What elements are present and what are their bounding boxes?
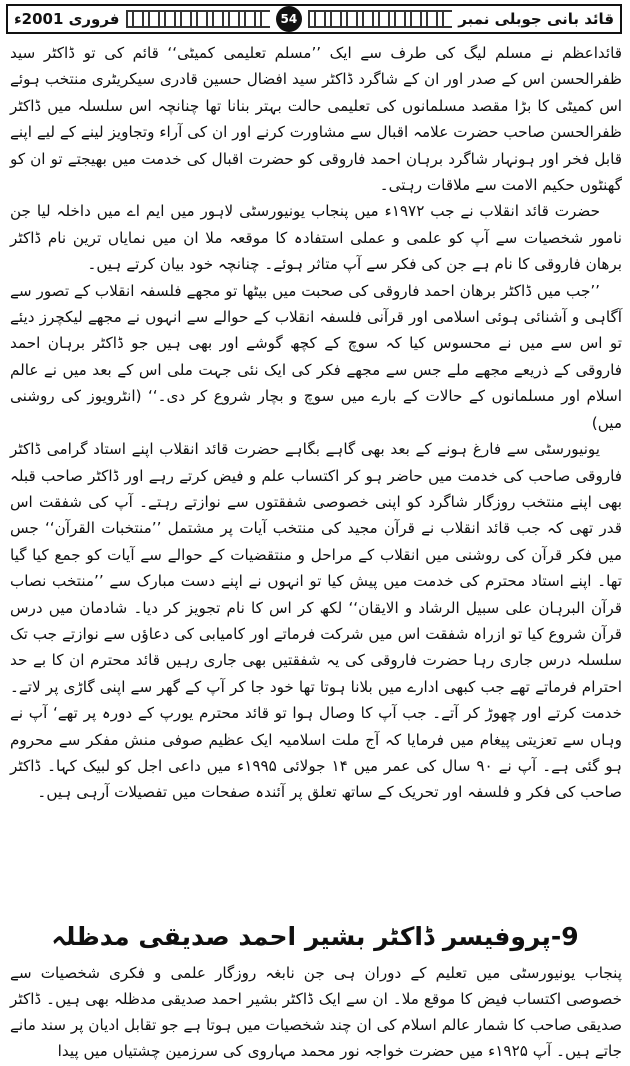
paragraph-4: یونیورسٹی سے فارغ ہونے کے بعد بھی گاہے بگاہے حضرت قائد انقلاب اپنے استاد گرامی ڈاکٹر فاروقی صاحب کی خدمت میں حاضر ہو کر اکتساب علم و فیض کرتے رہے اور ڈاکٹر صاحب قبلہ بھی اپنے منتخب روزگار شاگرد کو اپنی خصوصی شفقتوں سے نوازتے رہتے۔ آپ کی شفقت اس قدر تھی کہ جب قائد انقلاب نے قرآن مجید کی منتخب آیات پر مشتمل ’’منتخبات القرآن‘‘ جس میں فکر قرآن کی روشنی میں انقلاب کے مراحل و منتقضیات کے حوالے سے آیات کو جمع کیا گیا تھا۔ اپنے استاد محترم کی خدمت میں پیش کیا تو انہوں نے اپنے دست مبارک سے ’’منتخب نصاب قرآن البرہان علی سبیل الرشاد و الایقان‘‘ لکھ کر اس کا نام تجویز کر دیا۔ شادمان میں درس قرآن شروع کیا تو ازراہ شفقت اس میں شرکت فرماتے اور کامیابی کی دعاؤں سے نوازتے جب تک سلسلہ درس جاری رہا حضرت فاروقی کی یہ شفقتیں بھی جاری رہیں قائد محترم ان کا بے حد احترام فرماتے تھے جب کبھی ادارے میں بلانا ہوتا تھا خود جا کر آپ کے گھر سے اپنی گاڑی پر لاتے۔ خدمت کرتے اور چھوڑ کر آتے۔ جب آپ کا وصال ہوا تو قائد محترم یورپ کے دورہ پر تھے‘ آپ نے وہاں سے تعزیتی پیغام میں فرمایا کہ آج ملت اسلامیہ ایک عظیم صوفی منش مفکر سے محروم ہو گئی ہے۔ آپ نے ۹۰ سال کی عمر میں ۱۴ جولائی ۱۹۹۵ء میں داعی اجل کو لبیک کہا۔ ڈاکٹر صاحب کی فکر و فلسفہ اور تحریک کے ساتھ تعلق پر آئندہ صفحات میں تفصیلات آرہی ہیں۔: [10, 440, 623, 802]
magazine-title: قائد بانی جوبلی نمبر: [458, 10, 615, 28]
paragraph-3-quote: ’’جب میں ڈاکٹر برھان احمد فاروقی کی صحبت میں بیٹھا تو مجھے فلسفہ انقلاب کے تصور سے آگاہی و آشنائی ہوئی اسلامی اور قرآنی فلسفہ انقلاب کے حوالے سے انہوں نے مجھے لیکچرز دیئے تو اس سے میں نے محسوس کیا کہ سوچ کے کچھ گوشے اور بھی ہیں جو ڈاکٹر برہان احمد فاروقی کے ذریعے مجھے ملے جس سے مجھے فکر کی ایک نئی جہت ملی اس کے بعد میں نے عالم اسلام اور مسلمانوں کے حالات کے بارے میں سوچ و بچار شروع کر دی۔‘‘ (انٹرویوز کی روشنی میں): [10, 281, 622, 432]
header-ornament-right: [308, 10, 452, 28]
article-body: [10, 40, 622, 806]
page-header: [6, 4, 622, 34]
section-heading: 9-پروفیسر ڈاکٹر بشیر احمد صدیقی مدظلہ: [51, 922, 579, 951]
issue-date: فروری 2001ء: [14, 10, 120, 28]
paragraph-2: حضرت قائد انقلاب نے جب ۱۹۷۲ء میں پنجاب یونیورسٹی لاہور میں ایم اے میں داخلہ لیا جن نامور شخصیات سے آپ کو علمی و عملی استفادہ کا موقعہ ملا ان میں نمایاں ترین نام ڈاکٹر برھان فاروقی کا نام ہے جن کی فکر سے آپ متاثر ہوئے۔ چنانچہ خود بیان کرتے ہیں۔: [10, 202, 622, 274]
section-paragraph: پنجاب یونیورسٹی میں تعلیم کے دوران ہی جن نابغہ روزگار علمی و فکری شخصیات سے خصوصی اکتساب فیض کا موقع ملا۔ ان سے ایک ڈاکٹر بشیر احمد صدیقی مدظلہ بھی ہیں۔ ڈاکٹر صدیقی صاحب کا شمار عالم اسلام کی ان چند شخصیات میں ہوتا ہے جو تقابل ادیان پر سند مانے جاتے ہیں۔ آپ ۱۹۲۵ء میں حضرت خواجہ نور محمد مہاروی کی سرزمین چشتیاں میں پیدا: [10, 964, 622, 1060]
page-number: 54: [276, 6, 302, 32]
section-body: [10, 960, 622, 1064]
paragraph-1: قائداعظم نے مسلم لیگ کی طرف سے ایک ’’مسلم تعلیمی کمیٹی‘‘ قائم کی تو ڈاکٹر سید ظفرالحسن اس کے صدر اور ان کے شاگرد ڈاکٹر سید افضال حسین قادری سیکریٹری منتخب ہوئے اس کمیٹی کا بڑا مقصد مسلمانوں کی تعلیمی حالت بہتر بنانا تھا چنانچہ اس سلسلہ میں ڈاکٹر ظفرالحسن صاحب حضرت علامہ اقبال سے مشاورت کرنے اور ان کی آراء وتجاویز لینے کے لیے اپنے قابل فخر اور ہونہار شاگرد برہان احمد فاروقی کو حضرت اقبال کی خدمت میں بھیجتے تو ان کو گھنٹوں حکیم الامت سے ملاقات رہتی۔: [10, 44, 622, 195]
header-ornament-left: [126, 10, 270, 28]
